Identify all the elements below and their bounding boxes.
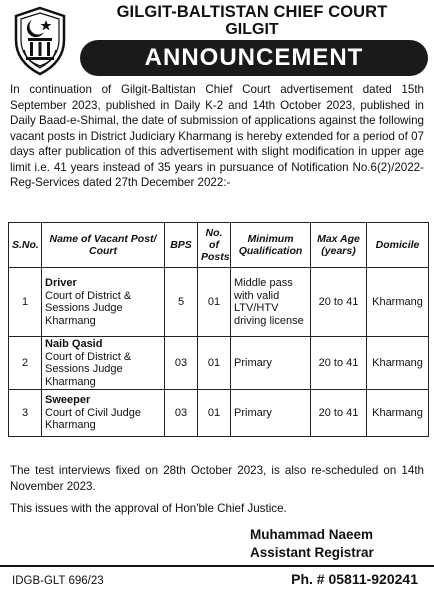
- court-city: GILGIT: [225, 21, 279, 38]
- cell-posts: 01: [198, 337, 231, 390]
- cell-sno: 3: [9, 390, 42, 437]
- header-sno: S.No.: [9, 223, 42, 268]
- announcement-banner: ANNOUNCEMENT: [80, 40, 428, 76]
- header-posts: No. of Posts: [198, 223, 231, 268]
- table-header-row: [9, 223, 429, 268]
- cell-qualification: Middle pass with valid LTV/HTV driving license: [231, 268, 311, 337]
- cell-posts: 01: [198, 390, 231, 437]
- cell-qualification: Primary: [231, 390, 311, 437]
- cell-domicile: Kharmang: [367, 390, 429, 437]
- cell-bps: 03: [165, 390, 198, 437]
- footer-bar: [0, 565, 434, 593]
- cell-domicile: Kharmang: [367, 337, 429, 390]
- court-title: GILGIT-BALTISTAN CHIEF COURT: [116, 3, 388, 21]
- header-bps: BPS: [165, 223, 198, 268]
- table-row: [9, 268, 429, 337]
- vacant-posts-table: [8, 222, 429, 437]
- cell-sno: 1: [9, 268, 42, 337]
- header: [0, 0, 434, 82]
- cell-qualification: Primary: [231, 337, 311, 390]
- cell-domicile: Kharmang: [367, 268, 429, 337]
- cell-post: [42, 337, 165, 390]
- cell-post: [42, 390, 165, 437]
- header-qualification: Minimum Qualification: [231, 223, 311, 268]
- cell-sno: 2: [9, 337, 42, 390]
- post-court: Court of Civil Judge Kharmang: [45, 406, 141, 432]
- signatory-title: Assistant Registrar: [250, 545, 374, 560]
- header-post-name: Name of Vacant Post/ Court: [42, 223, 165, 268]
- cell-posts: 01: [198, 268, 231, 337]
- cell-bps: 5: [165, 268, 198, 337]
- intro-paragraph: In continuation of Gilgit-Baltistan Chief Court advertisement dated 15th September 2023, published in Daily K-2 and 14th October 2023, published in Daily Baad-e-Shimal, the date of submission of applications against the following vacant posts in District Judiciary Kharmang is hereby extended for a period of 07 days after publication of this advertisement with slight modification in upper age limit i.e. 41 years instead of 35 years in pursuance of Notification No.6(2)/2022-Reg-Services dated 27th December 2022:-: [10, 83, 424, 189]
- cell-max-age: 20 to 41: [311, 337, 367, 390]
- court-emblem-icon: [10, 6, 70, 76]
- phone-number: Ph. # 05811-920241: [291, 571, 418, 587]
- post-title: Naib Qasid: [45, 338, 103, 350]
- post-court: Court of District & Sessions Judge Kharmang: [45, 350, 132, 388]
- table-row: [9, 337, 429, 390]
- post-title: Sweeper: [45, 394, 91, 407]
- cell-post: [42, 268, 165, 337]
- signatory-name: Muhammad Naeem: [250, 527, 374, 542]
- reference-number: IDGB-GLT 696/23: [12, 575, 104, 587]
- cell-max-age: 20 to 41: [311, 268, 367, 337]
- approval-note: This issues with the approval of Hon'ble Chief Justice.: [10, 502, 287, 515]
- interview-note: The test interviews fixed on 28th October 2023, is also re-scheduled on 14th November 2023.: [10, 464, 424, 493]
- post-court: Court of District & Sessions Judge Kharmang: [45, 289, 132, 327]
- post-title: Driver: [45, 277, 77, 289]
- cell-max-age: 20 to 41: [311, 390, 367, 437]
- cell-bps: 03: [165, 337, 198, 390]
- table-row: [9, 390, 429, 437]
- header-max-age: Max Age (years): [311, 223, 367, 268]
- header-domicile: Domicile: [367, 223, 429, 268]
